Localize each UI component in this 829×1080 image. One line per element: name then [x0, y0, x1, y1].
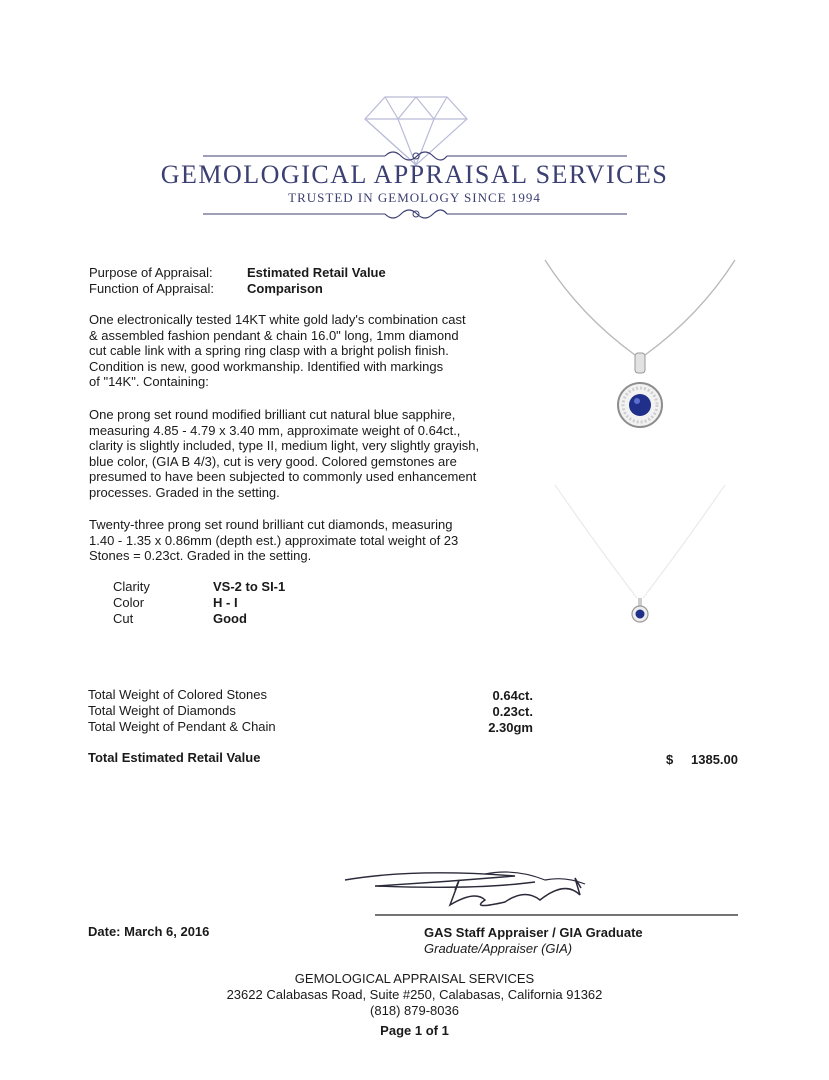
description-paragraph-3	[89, 517, 458, 564]
grading-value-color: H - I	[213, 595, 238, 610]
para-line: One electronically tested 14KT white gold lady's combination cast	[89, 312, 466, 327]
description-paragraph-1	[89, 312, 466, 390]
pendant-small-icon	[540, 480, 740, 640]
signature-icon	[335, 860, 740, 920]
total-amount: 1385.00	[691, 752, 738, 767]
para-line: 1.40 - 1.35 x 0.86mm (depth est.) approximate total weight of 23	[89, 532, 459, 548]
function-value: Comparison	[247, 281, 323, 296]
weight-label-colored-stones: Total Weight of Colored Stones	[88, 687, 267, 702]
grading-value-clarity: VS-2 to SI-1	[213, 579, 286, 594]
pendant-photo-large	[540, 255, 740, 455]
weight-label-diamonds: Total Weight of Diamonds	[88, 703, 236, 718]
pendant-large-icon	[540, 255, 740, 455]
footer-phone: (818) 879-8036	[370, 1003, 459, 1018]
para-line: blue color, (GIA B 4/3), cut is very good. Colored gemstones are	[89, 453, 457, 469]
signer-title: GAS Staff Appraiser / GIA Graduate	[424, 925, 643, 940]
pendant-photo-small	[540, 480, 740, 640]
footer-page-number: Page 1 of 1	[380, 1023, 449, 1038]
grading-value-cut: Good	[213, 611, 247, 626]
para-line: presumed to have been subjected to commonly used enhancement	[89, 469, 477, 484]
weight-label-pendant-chain: Total Weight of Pendant & Chain	[88, 719, 276, 734]
grading-label-color: Color	[113, 595, 145, 610]
para-line: clarity is slightly included, type II, medium light, very slightly grayish,	[89, 438, 480, 453]
function-label: Function of Appraisal:	[89, 281, 215, 296]
para-line: of "14K". Containing:	[89, 374, 209, 389]
company-name: GEMOLOGICAL APPRAISAL SERVICES	[160, 160, 669, 189]
appraisal-date: Date: March 6, 2016	[88, 924, 210, 939]
purpose-value: Estimated Retail Value	[247, 265, 386, 280]
company-tagline: TRUSTED IN GEMOLOGY SINCE 1994	[288, 190, 541, 205]
para-line: Twenty-three prong set round brilliant cut diamonds, measuring	[89, 517, 453, 532]
para-line: One prong set round modified brilliant cut natural blue sapphire,	[89, 407, 456, 422]
signer-subtitle: Graduate/Appraiser (GIA)	[424, 941, 573, 956]
footer-company: GEMOLOGICAL APPRAISAL SERVICES	[294, 971, 535, 986]
total-currency: $	[666, 752, 674, 767]
para-line: cut cable link with a spring ring clasp with a bright polish finish.	[89, 343, 449, 358]
appraiser-signature	[335, 860, 740, 920]
footer-address: 23622 Calabasas Road, Suite #250, Calabasas, California 91362	[226, 987, 603, 1002]
para-line: Stones = 0.23ct. Graded in the setting.	[89, 548, 312, 563]
weight-value-colored-stones: 0.64ct.	[492, 688, 533, 703]
para-line: measuring 4.85 - 4.79 x 3.40 mm, approximate weight of 0.64ct.,	[89, 422, 461, 438]
grading-label-cut: Cut	[113, 611, 134, 626]
para-line: Condition is new, good workmanship. Identified with markings	[89, 358, 444, 374]
grading-label-clarity: Clarity	[113, 579, 150, 594]
description-paragraph-2	[89, 407, 479, 500]
total-value-label: Total Estimated Retail Value	[88, 750, 261, 765]
purpose-label: Purpose of Appraisal:	[89, 265, 213, 280]
weight-value-pendant-chain: 2.30gm	[488, 720, 533, 735]
para-line: & assembled fashion pendant & chain 16.0" long, 1mm diamond	[89, 327, 459, 343]
weight-value-diamonds: 0.23ct.	[492, 704, 533, 719]
para-line: processes. Graded in the setting.	[89, 484, 280, 500]
